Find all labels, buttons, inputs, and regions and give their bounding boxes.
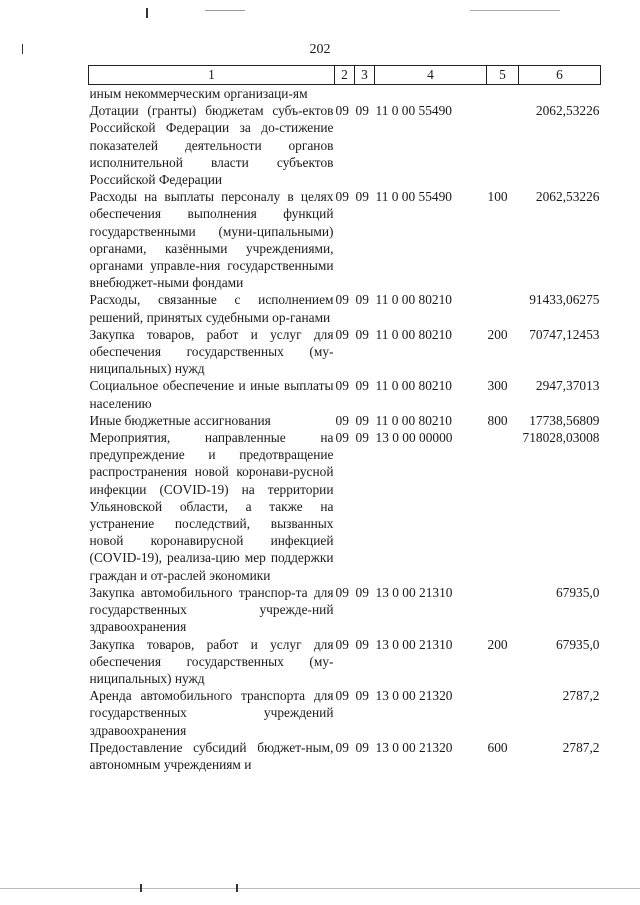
- table-row: [89, 102, 601, 188]
- row-amount: 2787,2: [562, 688, 600, 704]
- row-section-code: 09: [335, 378, 349, 394]
- row-target-article: 13 0 00 21320: [375, 688, 453, 704]
- scan-mark-top: [205, 10, 245, 11]
- row-expense-type: [487, 584, 519, 636]
- row-expense-type: 200: [487, 326, 508, 342]
- row-subsection-code: 09: [355, 103, 369, 119]
- table-row: [89, 188, 601, 291]
- row-name: Мероприятия, направленные на предупреждение и предотвращение распространения новой коронави-русной инфекции (COVID-19) на территории Ульяновской области, а также на устранение последствий, вызванных новой коронавирусной инфекцией (COVID-19), реализа-цию мер поддержки граждан и от-раслей экономики: [89, 430, 334, 583]
- row-amount: [519, 85, 601, 103]
- row-name: иным некоммерческим организаци-ям: [89, 86, 308, 101]
- table-row: [89, 377, 601, 411]
- row-target-article: 11 0 00 55490: [375, 189, 452, 205]
- row-amount: 91433,06275: [529, 292, 600, 308]
- page-number: 202: [309, 42, 331, 57]
- row-subsection-code: 09: [355, 584, 369, 600]
- row-amount: 2062,53226: [535, 189, 600, 205]
- table-row: [89, 291, 601, 325]
- row-target-article: 11 0 00 80210: [375, 292, 452, 308]
- column-header: 2: [335, 66, 355, 85]
- row-name: Предоставление субсидий бюджет-ным, автономным учреждениям и: [89, 739, 334, 772]
- row-name: Закупка автомобильного транспор-та для государственных учрежде-ний здравоохранения: [89, 584, 334, 635]
- row-target-article: 11 0 00 55490: [375, 103, 452, 119]
- column-header: 1: [89, 66, 335, 85]
- row-subsection-code: [355, 85, 375, 103]
- table-row: [89, 739, 601, 773]
- row-name: Закупка товаров, работ и услуг для обеспечения государственных (му-ниципальных) нужд: [89, 636, 334, 686]
- row-section-code: 09: [335, 430, 349, 446]
- table-row: [89, 326, 601, 378]
- row-expense-type: [487, 291, 519, 325]
- row-subsection-code: 09: [355, 292, 369, 308]
- row-amount: 70747,12453: [529, 326, 600, 342]
- row-target-article: 11 0 00 80210: [375, 326, 452, 342]
- row-section-code: 09: [335, 636, 349, 652]
- row-section-code: 09: [335, 103, 349, 119]
- row-section-code: [335, 85, 355, 103]
- row-amount: 67935,0: [555, 636, 600, 652]
- row-expense-type: 100: [487, 189, 508, 205]
- row-section-code: 09: [335, 739, 349, 755]
- column-header: 4: [375, 66, 487, 85]
- row-name: Иные бюджетные ассигнования: [89, 412, 271, 428]
- row-subsection-code: 09: [355, 739, 369, 755]
- scan-mark-bottom: [236, 884, 238, 892]
- row-expense-type: [487, 85, 519, 103]
- row-target-article: 11 0 00 80210: [375, 412, 452, 428]
- row-expense-type: [487, 429, 519, 584]
- row-subsection-code: 09: [355, 636, 369, 652]
- row-subsection-code: 09: [355, 412, 369, 428]
- table-row: [89, 687, 601, 739]
- row-amount: 17738,56809: [529, 412, 600, 428]
- row-section-code: 09: [335, 326, 349, 342]
- row-subsection-code: 09: [355, 189, 369, 205]
- row-name: Закупка товаров, работ и услуг для обеспечения государственных (му-ниципальных) нужд: [89, 326, 334, 377]
- table-row: [89, 429, 601, 584]
- scan-mark-top: [146, 8, 148, 18]
- row-name: Дотации (гранты) бюджетам субъ-ектов Российской Федерации за до-стижение показателей деятельности органов исполнительной власти субъектов Российской Федерации: [89, 103, 334, 188]
- row-section-code: 09: [335, 189, 349, 205]
- row-target-article: 13 0 00 21310: [375, 636, 453, 652]
- row-subsection-code: 09: [355, 378, 369, 394]
- row-section-code: 09: [335, 688, 349, 704]
- row-section-code: 09: [335, 412, 349, 428]
- row-amount: 2787,2: [562, 739, 600, 755]
- row-name: Аренда автомобильного транспорта для государственных учреждений здравоохранения: [89, 688, 334, 738]
- row-expense-type: 800: [487, 412, 508, 428]
- row-amount: 67935,0: [555, 584, 600, 600]
- row-target-article: 13 0 00 21320: [375, 739, 453, 755]
- scan-mark-bottom: [140, 884, 142, 892]
- row-expense-type: 300: [487, 378, 508, 394]
- column-header: 5: [487, 66, 519, 85]
- row-target-article: 11 0 00 80210: [375, 378, 452, 394]
- row-expense-type: 600: [487, 739, 508, 755]
- column-header: 3: [355, 66, 375, 85]
- row-expense-type: [487, 687, 519, 739]
- row-subsection-code: 09: [355, 688, 369, 704]
- row-subsection-code: 09: [355, 430, 369, 446]
- row-target-article: 13 0 00 00000: [375, 430, 453, 446]
- table-row: [89, 636, 601, 688]
- table-row: [89, 85, 601, 103]
- row-amount: 2947,37013: [535, 378, 600, 394]
- row-section-code: 09: [335, 584, 349, 600]
- row-expense-type: 200: [487, 636, 508, 652]
- row-name: Социальное обеспечение и иные выплаты населению: [89, 378, 334, 411]
- row-expense-type: [487, 102, 519, 188]
- row-name: Расходы на выплаты персоналу в целях обеспечения выполнения функций государственными (муни-ципальными) органами, казёнными учреждениями, органами управле-ния государственными внебюджет-ными фондами: [89, 189, 334, 291]
- table-row: [89, 584, 601, 636]
- table-row: [89, 412, 601, 429]
- row-target-article: 13 0 00 21310: [375, 584, 453, 600]
- budget-table: [88, 65, 601, 773]
- scan-mark-top: [470, 10, 560, 11]
- row-name: Расходы, связанные с исполнением решений, принятых судебными ор-ганами: [89, 292, 334, 325]
- header-row: [89, 66, 601, 85]
- scan-mark-bottom: [0, 888, 640, 889]
- column-header: 6: [519, 66, 601, 85]
- row-section-code: 09: [335, 292, 349, 308]
- row-amount: 718028,03008: [522, 430, 600, 446]
- row-subsection-code: 09: [355, 326, 369, 342]
- row-target-article: [375, 85, 487, 103]
- row-amount: 2062,53226: [535, 103, 600, 119]
